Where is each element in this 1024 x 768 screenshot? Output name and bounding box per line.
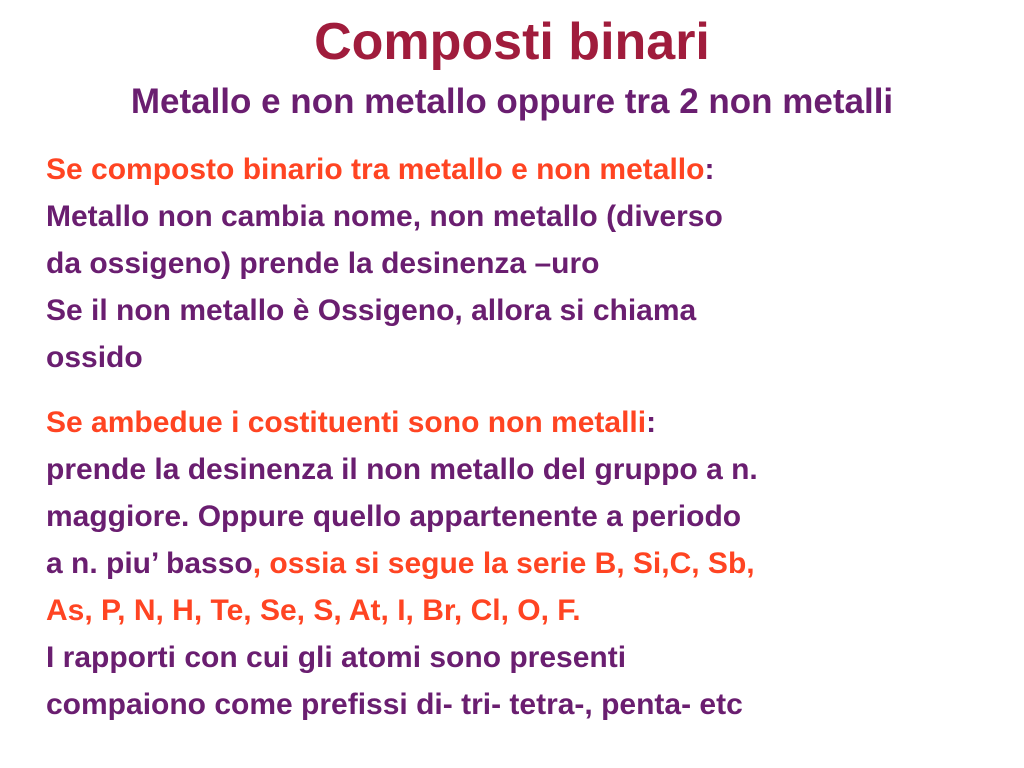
two-nonmetals-section [46, 399, 1006, 728]
section-heading: Se ambedue i costituenti sono non metalli [46, 406, 647, 439]
body-line: Metallo non cambia nome, non metallo (diverso [46, 200, 723, 233]
body-line: da ossigeno) prende la desinenza –uro [46, 247, 600, 280]
heading-colon: : [646, 406, 657, 439]
series-line: As, P, N, H, Te, Se, S, At, I, Br, Cl, O, F. [46, 594, 581, 627]
slide-subtitle: Metallo e non metallo oppure tra 2 non metalli [130, 82, 894, 121]
body-line: maggiore. Oppure quello appartenente a periodo [46, 500, 742, 533]
body-line [46, 540, 1006, 587]
section-heading-line [46, 146, 1006, 193]
section-heading-line [46, 399, 1006, 446]
metal-nonmetal-section [46, 146, 1006, 381]
body-line: prende la desinenza il non metallo del gruppo a n. [46, 453, 758, 486]
section-heading: Se composto binario tra metallo e non metallo [46, 153, 705, 186]
heading-colon: : [704, 153, 715, 186]
body-text-plain: a n. piu’ basso [46, 547, 253, 580]
body-line: compaiono come prefissi di- tri- tetra-, penta- etc [46, 688, 743, 721]
body-line: I rapporti con cui gli atomi sono presenti [46, 641, 627, 674]
body-line: Se il non metallo è Ossigeno, allora si chiama [46, 294, 697, 327]
slide-title: Composti binari [314, 13, 710, 71]
body-line: ossido [46, 341, 143, 374]
series-text: , ossia si segue la serie B, Si,C, Sb, [252, 547, 755, 580]
